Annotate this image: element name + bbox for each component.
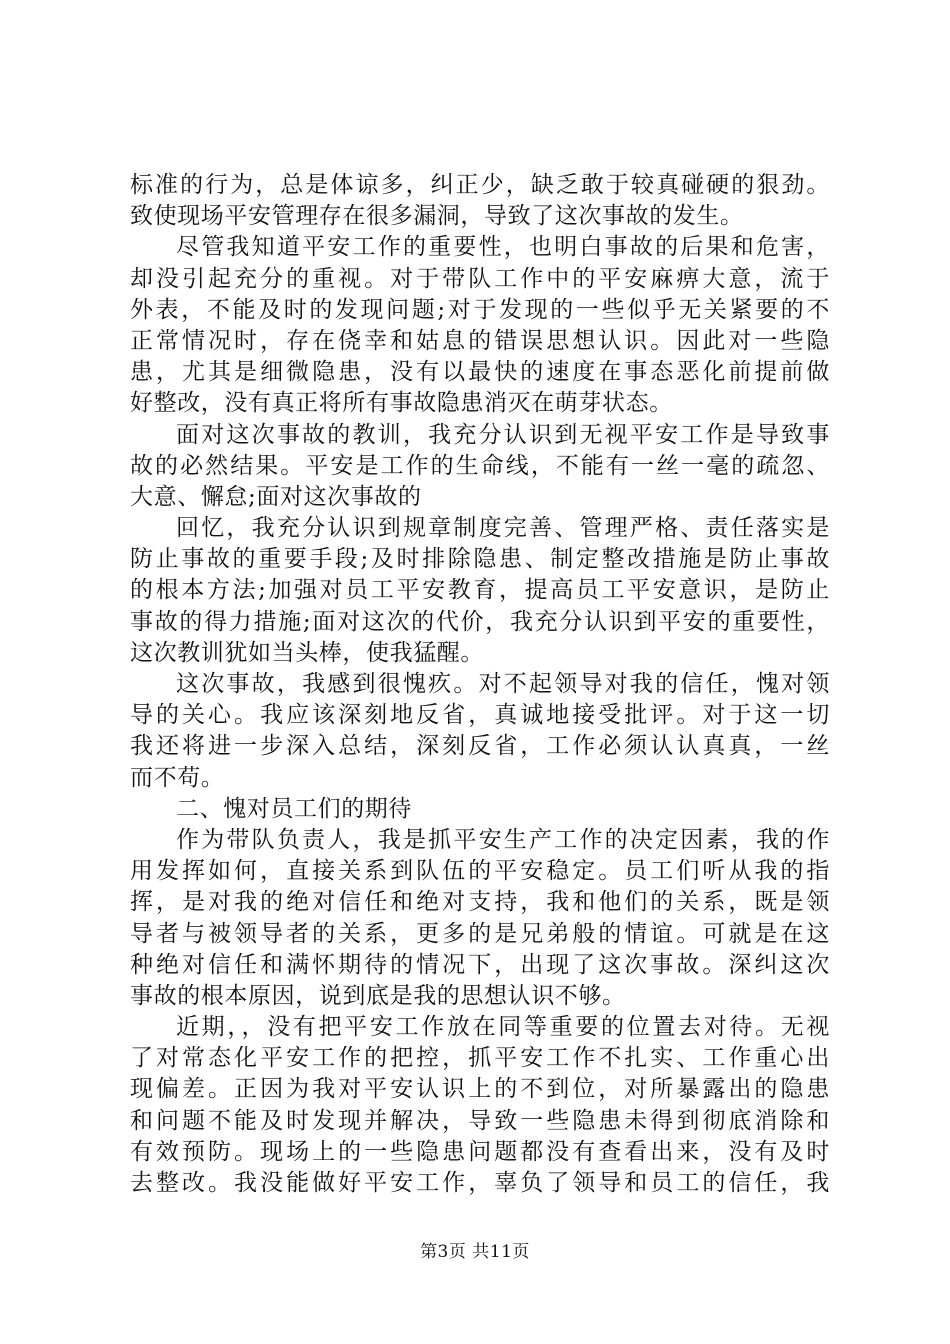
paragraph-first-line: 近期，，没有把平安工作放在同等重要的位置去对待。无视 [176, 1014, 830, 1041]
text-line: 导者与被领导者的关系，更多的是兄弟般的情谊。可就是在这 [130, 920, 830, 947]
text-line: 去整改。我没能做好平安工作，辜负了领导和员工的信任，我 [130, 1170, 830, 1196]
paragraph-first-line: 回忆，我充分认识到规章制度完善、管理严格、责任落实是 [176, 515, 830, 542]
text-line: 致使现场平安管理存在很多漏洞，导致了这次事故的发生。 [130, 203, 744, 230]
text-line: 我还将进一步深入总结，深刻反省，工作必须认认真真，一丝 [130, 733, 830, 760]
text-line: 好整改，没有真正将所有事故隐患消灭在萌芽状态。 [130, 390, 673, 417]
text-line: 外表，不能及时的发现问题;对于发现的一些似乎无关紧要的不 [130, 296, 830, 323]
text-line: 用发挥如何，直接关系到队伍的平安稳定。员工们听从我的指 [130, 858, 830, 885]
text-line: 导的关心。我应该深刻地反省，真诚地接受批评。对于这一切 [130, 702, 830, 729]
text-line: 故的必然结果。平安是工作的生命线，不能有一丝一毫的疏忽、 [130, 452, 830, 479]
paragraph-first-line: 这次事故，我感到很愧疚。对不起领导对我的信任，愧对领 [176, 671, 830, 697]
paragraph-first-line: 面对这次事故的教训，我充分认识到无视平安工作是导致事 [176, 421, 830, 448]
page-number-footer: 第3页 共11页 [420, 1242, 530, 1262]
text-line: 患，尤其是细微隐患，没有以最快的速度在事态恶化前提前做 [130, 359, 830, 386]
text-line: 事故的得力措施;面对这次的代价，我充分认识到平安的重要性， [130, 608, 830, 635]
text-line: 而不苟。 [130, 764, 225, 791]
text-line: 和问题不能及时发现并解决，导致一些隐患未得到彻底消除和 [130, 1107, 830, 1134]
text-line: 大意、懈怠;面对这次事故的 [130, 483, 422, 510]
paragraph-first-line: 作为带队负责人，我是抓平安生产工作的决定因素，我的作 [176, 826, 830, 853]
text-line: 事故的根本原因，说到底是我的思想认识不够。 [130, 982, 626, 1009]
text-line: 标准的行为，总是体谅多，纠正少，缺乏敢于较真碰硬的狠劲。 [130, 172, 830, 198]
document-body [130, 170, 830, 1199]
text-line: 挥，是对我的绝对信任和绝对支持，我和他们的关系，既是领 [130, 889, 830, 916]
text-line: 现偏差。正因为我对平安认识上的不到位，对所暴露出的隐患 [130, 1076, 830, 1103]
text-line: 却没引起充分的重视。对于带队工作中的平安麻痹大意，流于 [130, 265, 830, 292]
text-line: 的根本方法;加强对员工平安教育，提高员工平安意识，是防止 [130, 577, 830, 604]
text-line: 正常情况时，存在侥幸和姑息的错误思想认识。因此对一些隐 [130, 327, 830, 354]
paragraph-first-line: 尽管我知道平安工作的重要性，也明白事故的后果和危害， [176, 234, 830, 261]
section-heading: 二、愧对员工们的期待 [176, 795, 412, 822]
text-line: 了对常态化平安工作的把控，抓平安工作不扎实、工作重心出 [130, 1045, 830, 1072]
text-line: 种绝对信任和满怀期待的情况下，出现了这次事故。深纠这次 [130, 951, 830, 978]
text-line: 防止事故的重要手段;及时排除隐患、制定整改措施是防止事故 [130, 546, 830, 573]
text-line: 这次教训犹如当头棒，使我猛醒。 [130, 639, 484, 666]
text-line: 有效预防。现场上的一些隐患问题都没有查看出来，没有及时 [130, 1138, 830, 1165]
